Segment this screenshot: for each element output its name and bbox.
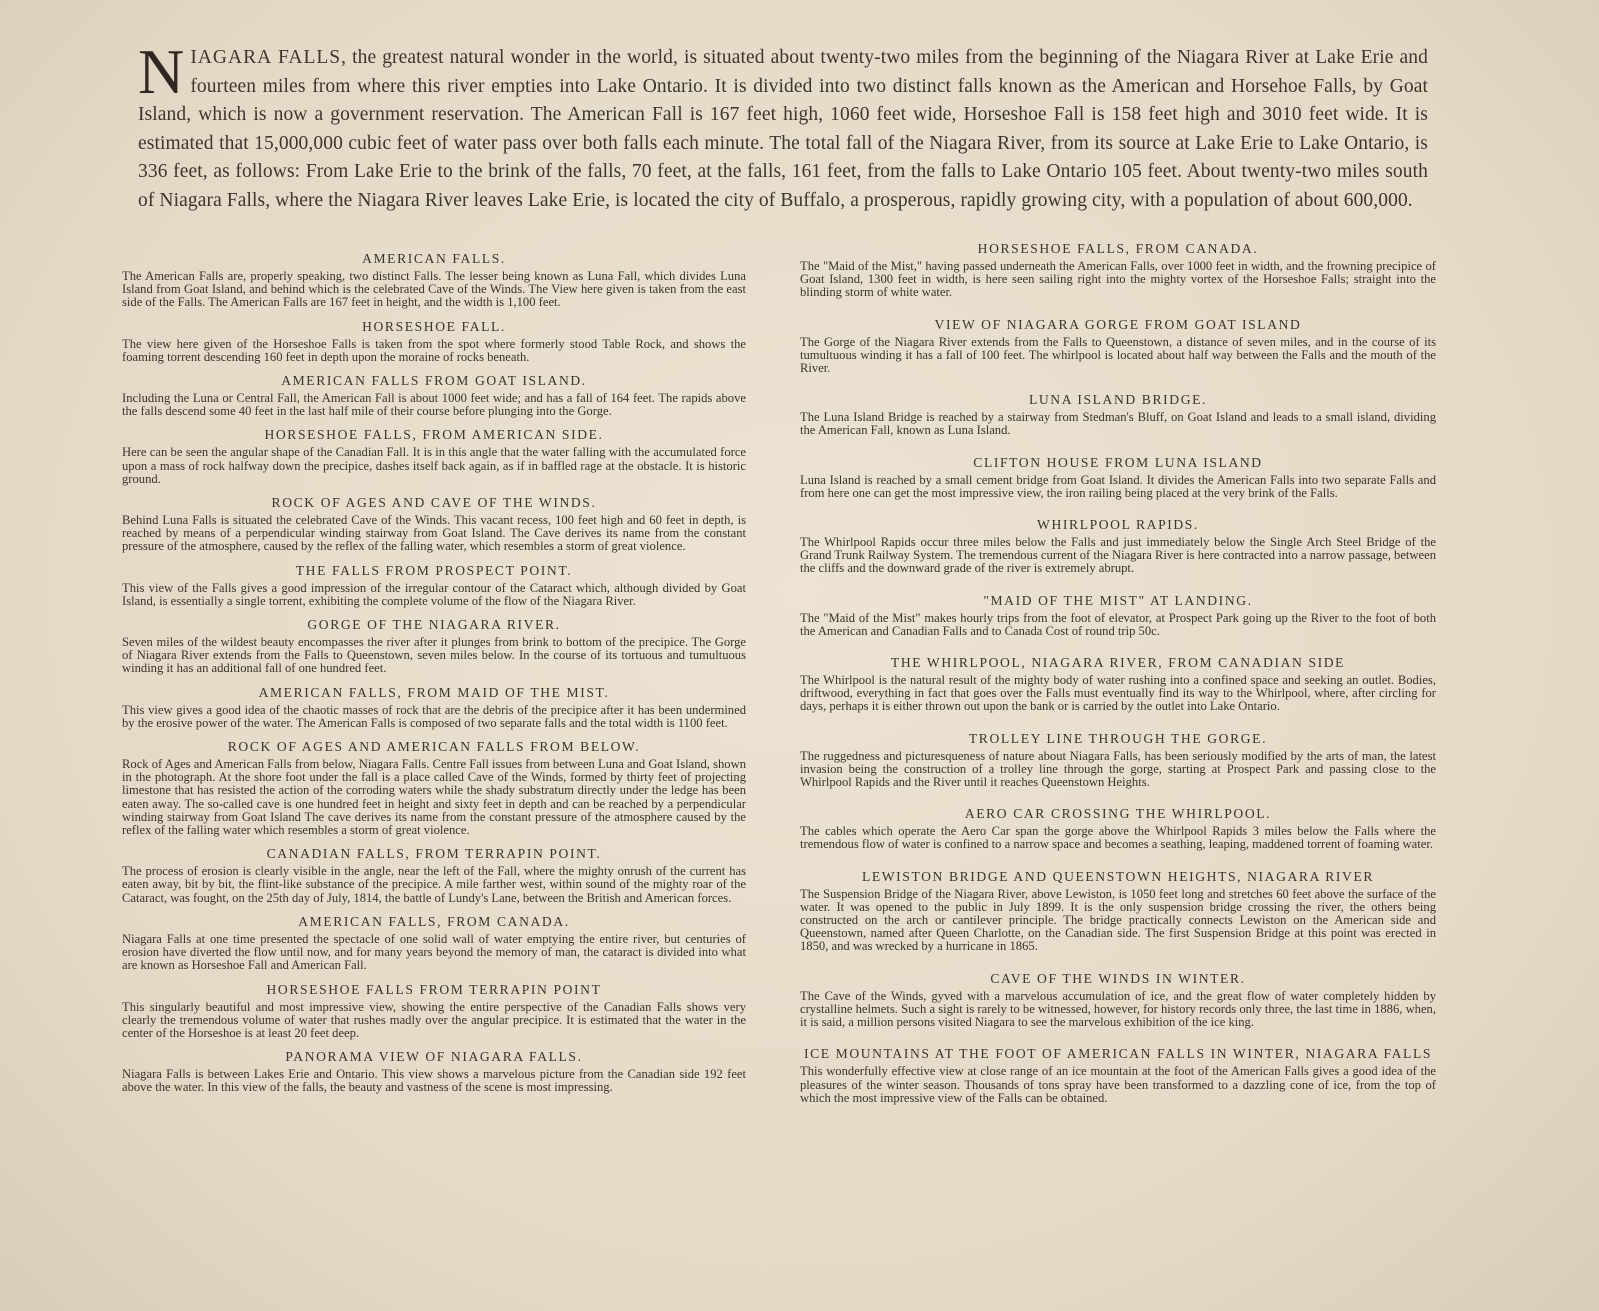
drop-cap: N (138, 36, 185, 107)
section-title: AMERICAN FALLS. (362, 251, 506, 266)
section-body: The Whirlpool is the natural result of the mighty body of water rushing into a confined space and seeking an outlet. Bodies, driftwood, everything in fact that goes over the Falls must eventually find its way to the Whirlpool, where, after circling for days, perhaps it is either thrown out upon the bank or is carried by the outlet into Lake Ontario. (800, 673, 1436, 714)
section-title: HORSESHOE FALLS FROM TERRAPIN POINT (266, 981, 602, 997)
section-body: This view gives a good idea of the chaotic masses of rock that are the debris of the precipice after it has been undermined by the erosive power of the water. The American Falls is composed of two separate falls and the total width is 1100 feet. (122, 702, 746, 730)
intro-lead: IAGARA FALLS (190, 47, 342, 68)
section (122, 845, 746, 905)
section-body: Niagara Falls at one time presented the spectacle of one solid wall of water emptying the entire river, but centuries of erosion have diverted the flow until now, and for many years beyond the memory of man, the cataract is divided into what are known as Horseshoe Fall and American Fall. (122, 931, 746, 973)
section-title: VIEW OF NIAGARA GORGE FROM GOAT ISLAND (934, 316, 1302, 332)
section-title: THE FALLS FROM PROSPECT POINT. (295, 562, 573, 578)
section-body: Seven miles of the wildest beauty encompasses the river after it plunges from brink to bottom of the precipice. The Gorge of Niagara River extends from the Falls to Queenstown, seven miles below. In the course of its tortuous and tumultuous winding it has an additional fall of one hundred feet. (122, 635, 746, 676)
section (122, 1048, 746, 1094)
section-body: This view of the Falls gives a good impression of the irregular contour of the Cataract which, although divided by Goat Island, is essentially a single torrent, exhibiting the complete volume of the flow of the Niagara River. (122, 580, 746, 608)
section-body: The Gorge of the Niagara River extends from the Falls to Queenstown, a distance of seven miles, and in the course of its tumultuous winding it has a fall of 100 feet. The whirlpool is located about half way between the Falls and the mouth of the River. (800, 334, 1436, 376)
section-body: Behind Luna Falls is situated the celebrated Cave of the Winds. This vacant recess, 100 feet high and 60 feet in depth, is reached by means of a perpendicular winding stairway from Goat Island. The Cave derives its name from the constant pressure of the atmosphere, caused by the reflex of the falling water, which resembles a storm of great violence. (122, 513, 746, 554)
section-title: WHIRLPOOL RAPIDS. (1037, 517, 1199, 533)
section-body: The Cave of the Winds, gyved with a marvelous accumulation of ice, and the great flow of water completely hidden by crystalline helmets. Such a sight is rarely to be witnessed, however, for history records only three, the last time in 1886, when, it is said, a million persons visited Niagara to see the marvelous exhibition of the ice king. (800, 988, 1436, 1030)
section-body: The American Falls are, properly speaking, two distinct Falls. The lesser being known as Luna Fall, which divides Luna Island from Goat Island, and behind which is the celebrated Cave of the Winds. The View here given is taken from the east side of the Falls. The American Falls are 167 feet in height, and the width is 1,100 feet. (122, 269, 746, 310)
section (800, 970, 1436, 1030)
section (800, 1045, 1436, 1105)
section (122, 562, 746, 608)
section (122, 913, 746, 973)
section (800, 516, 1436, 576)
section (800, 868, 1436, 954)
section (122, 738, 746, 837)
section (800, 730, 1436, 790)
section-body: The "Maid of the Mist," having passed underneath the American Falls, over 1000 feet in width, and the frowning precipice of Goat Island, 1300 feet in width, is here seen sailing right into the mighty vortex of the Horseshoe Falls; straight into the blinding storm of white water. (800, 259, 1436, 300)
section (122, 372, 746, 418)
section-title: LUNA ISLAND BRIDGE. (1028, 392, 1208, 408)
section (122, 250, 746, 310)
section (800, 454, 1436, 500)
section-title: PANORAMA VIEW OF NIAGARA FALLS. (285, 1049, 583, 1065)
section-title: TROLLEY LINE THROUGH THE GORGE. (968, 730, 1268, 746)
intro-text: , the greatest natural wonder in the world, is situated about twenty-two miles from the beginning of the Niagara River at Lake Erie and fourteen miles from where this river empties into Lake Ontario. It is divided into two distinct falls known as the American and Horsehoe Falls, by Goat Island, which is now a government reservation. The American Fall is 167 feet high, 1060 feet wide, Horseshoe Fall is 158 feet high and 3010 feet wide. It is estimated that 15,000,000 cubic feet of water pass over both falls each minute. The total fall of the Niagara River, from its source at Lake Erie to Lake Ontario, is 336 feet, as follows: From Lake Erie to the brink of the falls, 70 feet, at the falls, 161 feet, from the falls to Lake Ontario 105 feet. About twenty-two miles south of Niagara Falls, where the Niagara River leaves Lake Erie, is located the city of Buffalo, a prosperous, rapidly growing city, with a population of about 600,000. (138, 47, 1428, 211)
section-title: ROCK OF AGES AND AMERICAN FALLS FROM BELOW. (227, 739, 641, 755)
section-body: Here can be seen the angular shape of the Canadian Fall. It is in this angle that the water falling with the accumulated force upon a mass of rock halfway down the precipice, dashes itself back again, as if in baffled rage at the obstacle. It is historic ground. (122, 445, 746, 486)
section-title: AERO CAR CROSSING THE WHIRLPOOL. (964, 806, 1272, 822)
section-body: The Whirlpool Rapids occur three miles below the Falls and just immediately below the Single Arch Steel Bridge of the Grand Trunk Railway System. The tremendous current of the Niagara River is here contracted into a narrow passage, between the cliffs and the downward grade of the river is extremely abrupt. (800, 535, 1436, 576)
section-title: AMERICAN FALLS FROM GOAT ISLAND. (281, 373, 587, 389)
section (800, 316, 1436, 376)
section-title: GORGE OF THE NIAGARA RIVER. (307, 617, 561, 633)
section-body: This wonderfully effective view at close range of an ice mountain at the foot of the American Falls gives a good idea of the pleasures of the winter season. Thousands of tons spray have been transformed to a dazzling cone of ice, from the top of which the most impressive view of the Falls can be obtained. (800, 1064, 1436, 1105)
section-title: CAVE OF THE WINDS IN WINTER. (990, 970, 1246, 986)
section-title: THE WHIRLPOOL, NIAGARA RIVER, FROM CANADIAN SIDE (890, 655, 1346, 671)
section-body: The view here given of the Horseshoe Falls is taken from the spot where formerly stood Table Rock, and shows the foaming torrent descending 160 feet in depth upon the moraine of rocks beneath. (122, 336, 746, 364)
section-body: The process of erosion is clearly visible in the angle, near the left of the Fall, where the mighty onrush of the current has eaten away, bit by bit, the flint-like substance of the precipice. A mile farther west, within sound of the mighty roar of the Cataract, was fought, on the 25th day of July, 1814, the battle of Lundy's Lane, between the British and American forces. (122, 864, 746, 905)
section (122, 981, 746, 1041)
section-title: "MAID OF THE MIST" AT LANDING. (983, 592, 1253, 608)
section-title: AMERICAN FALLS, FROM MAID OF THE MIST. (258, 684, 610, 700)
section-body: Rock of Ages and American Falls from below, Niagara Falls. Centre Fall issues from between Luna and Goat Island, shown in the photograph. At the shore foot under the fall is a place called Cave of the Winds, formed by thirty feet of projecting limestone that has resisted the action of the corroding waters while the shady substratum directly under the ledge has been eaten away. The so-called cave is one hundred feet in height and sixty feet in depth and can be reached by a perpendicular winding stairway from Goat Island The cave derives its name from the constant pressure of the atmosphere caused by the reflex of the falling water which resembles a storm of great violence. (122, 757, 746, 838)
section (122, 318, 746, 364)
section (122, 684, 746, 730)
section-body: The ruggedness and picturesqueness of nature about Niagara Falls, has been seriously modified by the arts of man, the latest invasion being the construction of a trolley line through the gorge, starting at Prospect Park and passing close to the Whirlpool Rapids and the River until it reaches Queenstown Heights. (800, 748, 1436, 790)
section (122, 494, 746, 554)
section-title: ROCK OF AGES AND CAVE OF THE WINDS. (271, 495, 597, 511)
section-body: The cables which operate the Aero Car span the gorge above the Whirlpool Rapids 3 miles below the Falls where the tremendous flow of water is confined to a narrow space and becomes a seathing, leaping, maddened torrent of foaming water. (800, 824, 1436, 852)
section-body: Niagara Falls is between Lakes Erie and Ontario. This view shows a marvelous picture from the Canadian side 192 feet above the water. In this view of the falls, the beauty and vastness of the scene is most impressing. (122, 1067, 746, 1095)
section-body: The Suspension Bridge of the Niagara River, above Lewiston, is 1050 feet long and stretches 60 feet above the surface of the water. It was opened to the public in July 1899. It is the only suspension bridge crossing the river, the others being constructed on the arch or cantilever principle. The bridge practically connects Lewiston on the American side and Queenstown, named after Queen Charlotte, on the Canadian side. The first Suspension Bridge at this point was erected in 1850, and was wrecked by a hurricane in 1865. (800, 886, 1436, 954)
section (800, 391, 1436, 437)
section-title: HORSESHOE FALLS, FROM AMERICAN SIDE. (264, 427, 604, 443)
section (122, 616, 746, 676)
intro-paragraph (138, 36, 1428, 215)
section-title: HORSESHOE FALL. (362, 318, 506, 334)
section-title: HORSESHOE FALLS, FROM CANADA. (977, 241, 1259, 256)
section-body: Luna Island is reached by a small cement bridge from Goat Island. It divides the American Falls into two separate Falls and from here one can get the most impressive view, the iron railing being placed at the very brink of the Falls. (800, 472, 1436, 500)
section-title: LEWISTON BRIDGE AND QUEENSTOWN HEIGHTS, NIAGARA RIVER (861, 868, 1375, 884)
right-column (800, 240, 1436, 1113)
section-body: This singularly beautiful and most impressive view, showing the entire perspective of the Canadian Falls shows very clearly the tremendous volume of water that rushes madly over the angular precipice. It is estimated that the water in the center of the Horseshoe is at least 20 feet deep. (122, 999, 746, 1040)
section (800, 805, 1436, 851)
left-column (122, 250, 746, 1103)
section (122, 426, 746, 486)
section (800, 592, 1436, 638)
section-body: The "Maid of the Mist" makes hourly trips from the foot of elevator, at Prospect Park going up the River to the foot of both the American and Canadian Falls and to Canada Cost of round trip 50c. (800, 610, 1436, 638)
section-title: CANADIAN FALLS, FROM TERRAPIN POINT. (266, 846, 602, 862)
section (800, 240, 1436, 300)
section-body: The Luna Island Bridge is reached by a stairway from Stedman's Bluff, on Goat Island and leads to a small island, dividing the American Fall, known as Luna Island. (800, 410, 1436, 438)
section-title: AMERICAN FALLS, FROM CANADA. (298, 913, 570, 929)
section (800, 654, 1436, 714)
section-title: ICE MOUNTAINS AT THE FOOT OF AMERICAN FALLS IN WINTER, NIAGARA FALLS (803, 1046, 1433, 1062)
section-title: CLIFTON HOUSE FROM LUNA ISLAND (973, 454, 1263, 470)
section-body: Including the Luna or Central Fall, the American Fall is about 1000 feet wide; and has a fall of 164 feet. The rapids above the falls descend some 40 feet in the last half mile of their course before plunging into the Gorge. (122, 391, 746, 419)
